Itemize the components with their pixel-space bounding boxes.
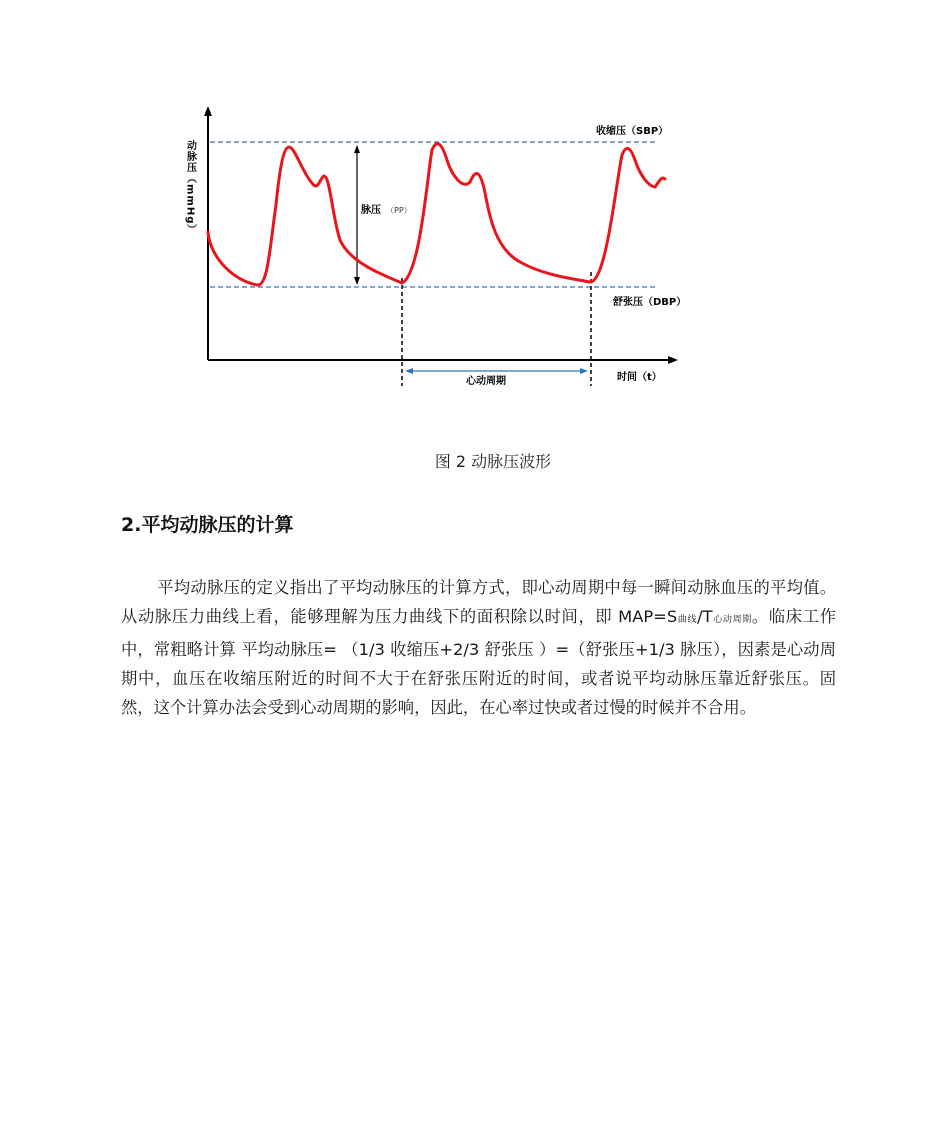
paragraph-text-3: 。临床工作中，常粗略计算 平均动脉压= （1/3 收缩压+2/3 舒张压 ）=（舒张压+1/3 脉压），因素是心动周期中，血压在收缩压附近的时间不大于在舒张压附近的时间，或者说平均动脉压靠近舒张压。固然，这个计算办法会受到心动周期的影响，因此，在心率过快或者过慢的时候并不合用。	[121, 607, 836, 717]
arterial-pressure-waveform-figure	[0, 0, 950, 400]
subscript-cycle: 心动周期	[712, 615, 752, 625]
cycle-label: 心动周期	[466, 376, 506, 387]
figure-caption: 图 2 动脉压波形	[434, 452, 552, 471]
x-axis-arrow	[668, 356, 678, 364]
y-axis-label: 动脉压（mmHg）	[184, 140, 196, 236]
dbp-label: 舒张压（DBP）	[613, 297, 687, 308]
pp-label: 脉压	[361, 205, 381, 216]
cycle-arrow-right-head	[580, 368, 588, 374]
paragraph-text-1: 平均动脉压的定义指出了平均动脉压的计算方式，即心动周期中每一瞬间动脉血压的平均值。从动脉压力曲线上看，能够理解为压力曲线下的面积除以时间，即 MAP=S	[121, 578, 836, 626]
cycle-arrow-left-head	[405, 368, 413, 374]
x-axis-label: 时间（t）	[617, 372, 662, 383]
section-heading: 2.平均动脉压的计算	[121, 514, 294, 536]
sbp-label: 收缩压（SBP）	[596, 126, 669, 137]
pp-abbr-label: （PP）	[386, 206, 412, 215]
paragraph-text-2: /T	[697, 607, 713, 626]
pressure-waveform	[208, 144, 665, 285]
subscript-curve: 曲线	[677, 615, 698, 625]
section-paragraph	[121, 573, 836, 722]
y-axis-arrow	[204, 106, 212, 116]
pp-arrow-bottom-head	[354, 277, 360, 285]
pp-arrow-top-head	[354, 145, 360, 153]
